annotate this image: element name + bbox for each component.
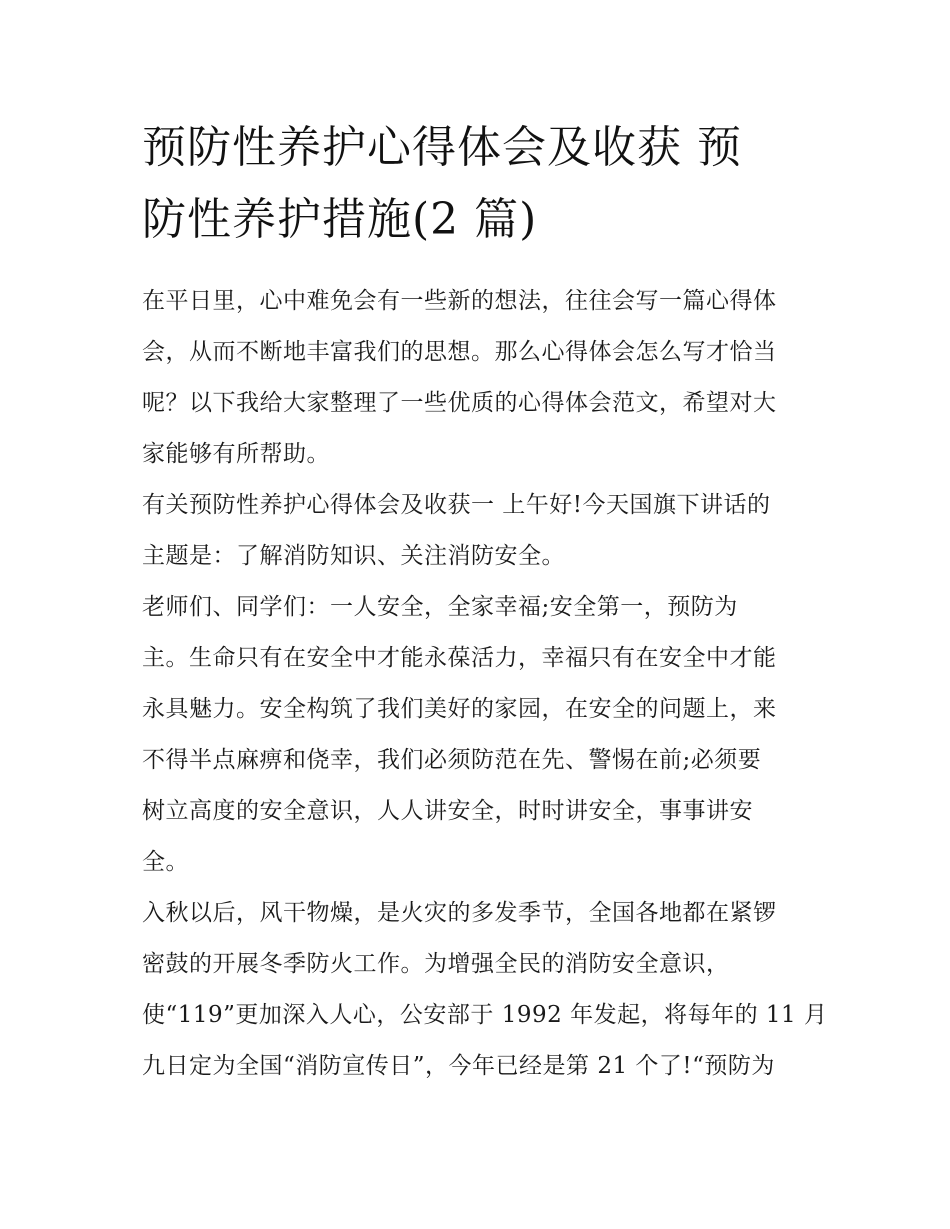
text-line: 呢？以下我给大家整理了一些优质的心得体会范文，希望对大 — [142, 390, 777, 416]
text-line: 树立高度的安全意识，人人讲安全，时时讲安全，事事讲安 — [142, 798, 753, 824]
text-line: 使“119”更加深入人心，公安部于 1992 年发起，将每年的 11 月 — [142, 1002, 828, 1028]
text-line: 九日定为全国“消防宣传日”，今年已经是第 21 个了!“预防为 — [142, 1053, 775, 1079]
text-line: 全。 — [142, 849, 189, 875]
text-line: 密鼓的开展冬季防火工作。为增强全民的消防安全意识， — [142, 951, 730, 977]
text-line: 在平日里，心中难免会有一些新的想法，往往会写一篇心得体 — [142, 288, 777, 314]
text-line: 主。生命只有在安全中才能永葆活力，幸福只有在安全中才能 — [142, 645, 777, 671]
paragraph-intro — [142, 276, 814, 480]
text-line: 老师们、同学们：一人安全，全家幸福;安全第一，预防为 — [142, 594, 738, 620]
title-line: 预防性养护心得体会及收获 预 — [142, 122, 742, 173]
text-line: 家能够有所帮助。 — [142, 441, 330, 467]
text-line: 主题是：了解消防知识、关注消防安全。 — [142, 543, 565, 569]
title-line: 防性养护措施(2 篇) — [142, 194, 538, 245]
paragraph-section-one — [142, 480, 814, 582]
document-title — [142, 112, 814, 256]
text-line: 有关预防性养护心得体会及收获一 上午好!今天国旗下讲话的 — [142, 492, 771, 518]
text-line: 永具魅力。安全构筑了我们美好的家园，在安全的问题上，来 — [142, 696, 777, 722]
text-line: 入秋以后，风干物燥，是火灾的多发季节，全国各地都在紧锣 — [142, 900, 777, 926]
text-line: 不得半点麻痹和侥幸，我们必须防范在先、警惕在前;必须要 — [142, 747, 762, 773]
paragraph-greeting — [142, 582, 814, 888]
document-body — [142, 112, 828, 1092]
text-line: 会，从而不断地丰富我们的思想。那么心得体会怎么写才恰当 — [142, 339, 777, 365]
paragraph-fire-season — [142, 888, 828, 1092]
